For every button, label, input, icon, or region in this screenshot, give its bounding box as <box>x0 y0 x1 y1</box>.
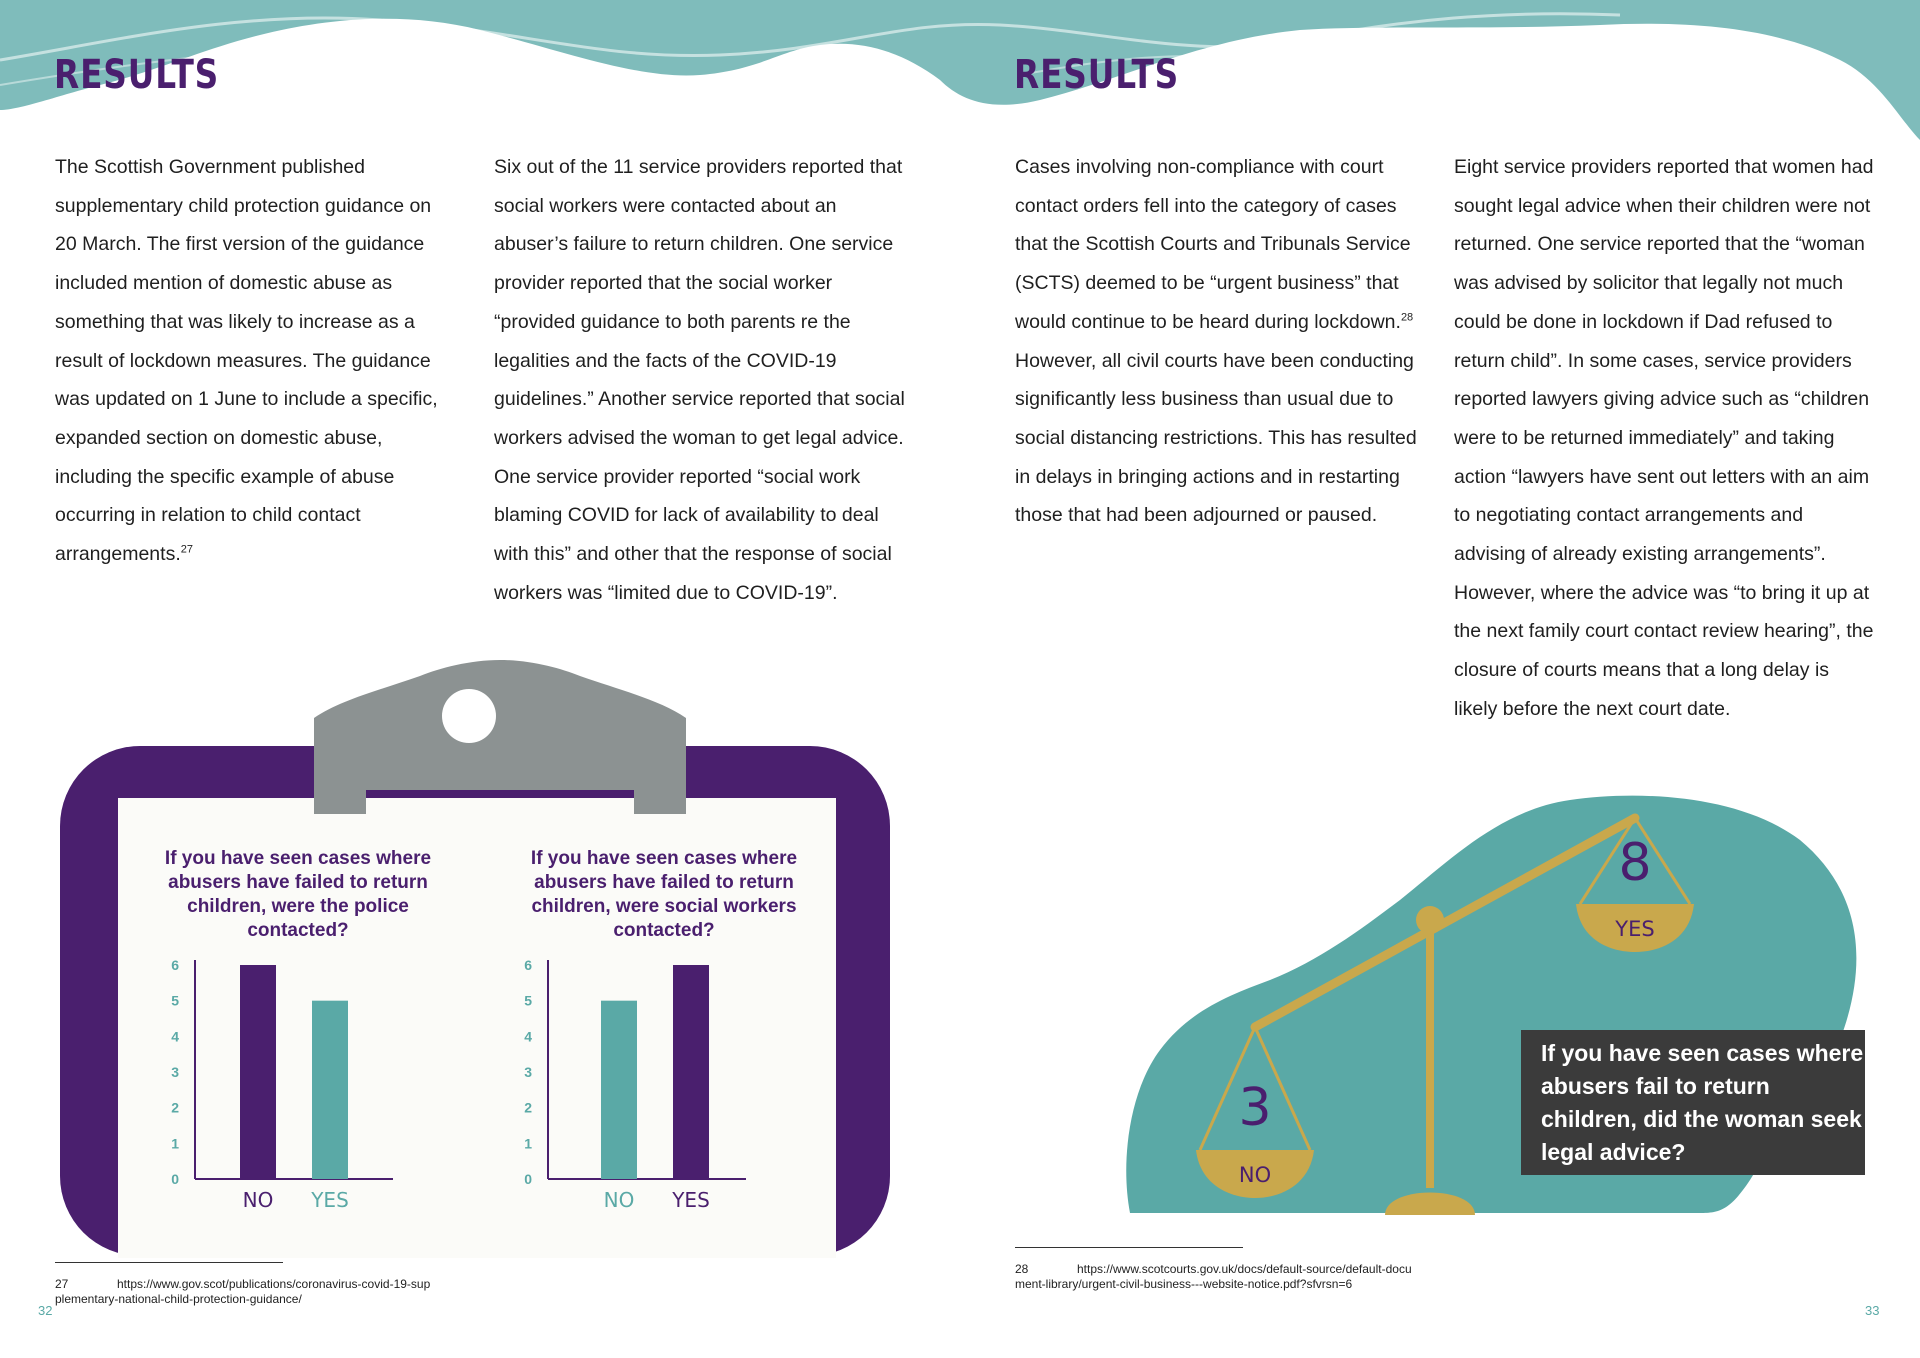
scale-pivot <box>1416 906 1444 934</box>
right-column-1 <box>1015 148 1427 535</box>
left-footnote-url: https://www.gov.scot/publications/coronavirus-covid-19-supplementary-national-child-protection-guidance/ <box>55 1277 431 1306</box>
chart-police-bar-yes <box>312 1001 348 1179</box>
scale-no-label: NO <box>1238 1163 1272 1187</box>
chart-police-y-tick: 6 <box>171 957 179 973</box>
scale-no-value: 3 <box>1238 1078 1272 1138</box>
scale-question-box <box>1521 1030 1865 1175</box>
footnote-ref-28: 28 <box>1400 311 1414 324</box>
chart-police-y-tick: 1 <box>171 1135 179 1152</box>
chart-social-workers-y-tick: 1 <box>524 1135 532 1152</box>
right-column-2-text: Eight service providers reported that women had sought legal advice when their children were not returned. One service reported that the “woman was advised by solicitor that legally not much could be done in lockdown if Dad refused to return child”. In some cases, service providers reported lawyers giving advice such as “children were to be returned immediately” and taking action “lawyers have sent out letters with an aim to negotiating contact arrangements and advising of already existing arrangements”. However, where the advice was “to bring it up at the next family court contact review hearing”, the closure of courts means that a long delay is likely before the next court date. <box>1454 156 1874 720</box>
scale-question-text: If you have seen cases where abusers fail to return children, did the woman seek legal advice? <box>1541 1039 1864 1165</box>
chart-police-y-tick: 2 <box>171 1099 179 1116</box>
chart-police-y-tick: 3 <box>171 1064 179 1080</box>
chart-social-workers-y-tick: 5 <box>524 992 532 1009</box>
right-footnote <box>1015 1262 1415 1292</box>
scale-post <box>1426 918 1434 1188</box>
chart-social-workers-y-tick: 3 <box>524 1064 532 1080</box>
left-column-1-text: The Scottish Government published supplementary child protection guidance on 20 March. The first version of the guidance included mention of domestic abuse as something that was likely to increase as a result of lockdown measures. The guidance was updated on 1 June to include a specific, expanded section on domestic abuse, including the specific example of abuse occurring in relation to child contact arrangements. <box>55 156 438 566</box>
scale-yes-label: YES <box>1615 917 1655 941</box>
chart-social-workers-y-tick: 2 <box>524 1099 532 1116</box>
clipboard-clip-hole <box>442 689 496 743</box>
left-page-heading: RESULTS <box>54 52 220 98</box>
chart-social-workers-x-label: YES <box>672 1188 710 1212</box>
left-column-2-text: Six out of the 11 service providers reported that social workers were contacted about an abuser’s failure to return children. One service provider reported that the social worker “provided guidance to both parents re the legalities and the facts of the COVID-19 guidelines.” Another service reported that social workers advised the woman to get legal advice. One service provider reported “social work blaming COVID for lack of availability to deal with this” and other that the response of social workers was “limited due to COVID-19”. <box>494 156 905 604</box>
chart-police-bar-no <box>240 965 276 1179</box>
chart-police-y-tick: 5 <box>171 992 179 1009</box>
right-footnote-url: https://www.scotcourts.gov.uk/docs/default-source/default-document-library/urgent-civil-business---website-notice.pdf?sfvrsn=6 <box>1015 1262 1412 1291</box>
right-footnote-rule <box>1015 1247 1243 1248</box>
left-footnote-rule <box>55 1262 283 1263</box>
right-column-1-text-b: However, all civil courts have been conducting significantly less business than usual due to social distancing restrictions. This has resulted in delays in bringing actions and in restarting those that had been adjourned or paused. <box>1015 349 1417 527</box>
right-column-2 <box>1454 148 1874 729</box>
chart-social-workers-y-tick: 6 <box>524 957 532 973</box>
chart-police-y-tick: 4 <box>171 1028 179 1045</box>
chart-social-workers-title: If you have seen cases where abusers have failed to return children, were social workers contacted? <box>530 848 798 941</box>
chart-police-x-label: NO <box>242 1188 274 1212</box>
left-page-number: 32 <box>38 1303 53 1318</box>
chart-police-title: If you have seen cases where abusers have failed to return children, were the police contacted? <box>164 848 432 941</box>
right-footnote-number: 28 <box>1015 1262 1029 1276</box>
chart-social-workers-bar-no <box>601 1001 637 1179</box>
right-page-heading: RESULTS <box>1014 52 1180 98</box>
right-page-number: 33 <box>1865 1303 1880 1318</box>
chart-social-workers-x-label: NO <box>603 1188 635 1212</box>
left-footnote-number: 27 <box>55 1277 69 1291</box>
right-column-1-text-a: Cases involving non-compliance with court contact orders fell into the category of cases that the Scottish Courts and Tribunals Service (SCTS) deemed to be “urgent business” that would continue to be heard during lockdown. <box>1015 156 1411 333</box>
chart-police-x-label: YES <box>311 1188 349 1212</box>
chart-social-workers-bar-yes <box>673 965 709 1179</box>
left-footnote <box>55 1277 435 1307</box>
footnote-ref-27: 27 <box>180 543 193 556</box>
chart-social-workers-y-tick: 0 <box>524 1171 532 1187</box>
chart-social-workers-y-tick: 4 <box>524 1028 532 1045</box>
scale-yes-value: 8 <box>1618 833 1652 893</box>
chart-police-y-tick: 0 <box>171 1171 179 1187</box>
